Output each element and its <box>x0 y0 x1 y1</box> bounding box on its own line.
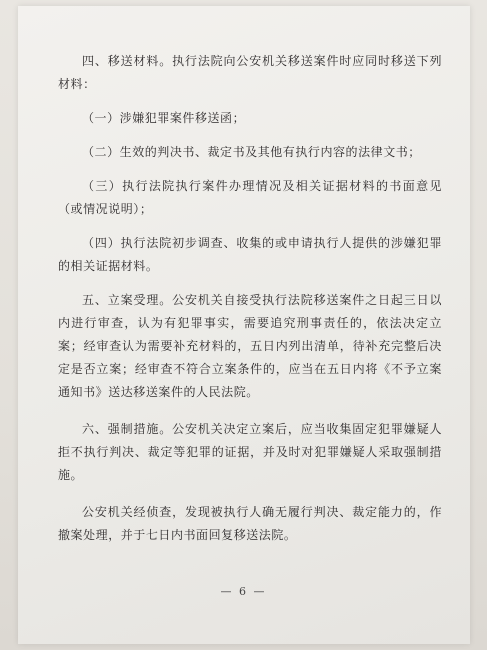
paragraph-case-withdrawal: 公安机关经侦查，发现被执行人确无履行判决、裁定能力的，作撤案处理，并于七日内书面回复移送法院。 <box>58 505 442 542</box>
paragraph-transfer-materials: 四、移送材料。执行法院向公安机关移送案件时应同时移送下列材料： <box>58 54 442 91</box>
list-item-legal-documents: （二）生效的判决书、裁定书及其他有执行内容的法律文书； <box>82 145 421 159</box>
paragraph-case-acceptance: 五、立案受理。公安机关自接受执行法院移送案件之日起三日以内进行审查，认为有犯罪事实，需要追究刑事责任的，依法决定立案；经审查认为需要补充材料的，五日内列出清单，待补充完整后决定是否立案；经审查不符合立案条件的，应当在五日内将《不予立案通知书》送达移送案件的人民法院。 <box>58 293 442 399</box>
document-body <box>58 50 442 558</box>
list-item-written-opinion: （三）执行法院执行案件办理情况及相关证据材料的书面意见（或情况说明）； <box>58 179 442 216</box>
page-number: — 6 — <box>220 585 267 598</box>
paragraph-coercive-measures: 六、强制措施。公安机关决定立案后，应当收集固定犯罪嫌疑人拒不执行判决、裁定等犯罪的证据，并及时对犯罪嫌疑人采取强制措施。 <box>58 422 442 482</box>
list-item-transfer-letter: （一）涉嫌犯罪案件移送函； <box>82 111 246 125</box>
list-item-evidence-materials: （四）执行法院初步调查、收集的或申请执行人提供的涉嫌犯罪的相关证据材料。 <box>58 236 442 273</box>
